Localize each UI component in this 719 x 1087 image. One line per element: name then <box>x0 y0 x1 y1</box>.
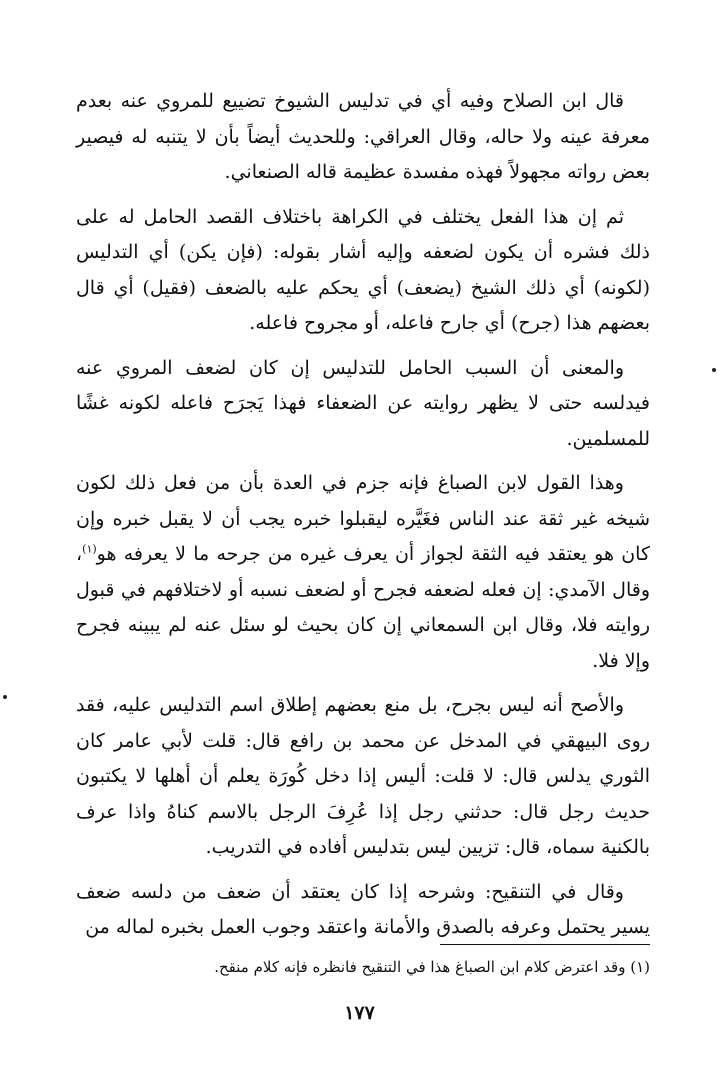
paragraph-text: وهذا القول لابن الصباغ فإنه جزم في العدة بأن من فعل ذلك لكون شيخه غير ثقة عند الناس فغَيَّره ليقبلوا خبره يجب أن لا يقبل خبره وإن كان هو يعتقد فيه الثقة لجواز أن يعرف غيره من جرحه ما لا يعرفه هو <box>76 472 650 565</box>
paragraph: وقال في التنقيح: وشرحه إذا كان يعتقد أن ضعف من دلسه ضعف يسير يحتمل وعرفه بالصدق والأمانة واعتقد وجوب العمل بخبره لماله من <box>76 880 650 938</box>
paragraph: قال ابن الصلاح وفيه أي في تدليس الشيوخ تضييع للمروي عنه بعدم معرفة عينه ولا حاله، وقال العراقي: وللحديث أيضاً بأن لا يتنبه له فيصير بعض رواته مجهولاً فهذه مفسدة عظيمة قاله الصنعاني. <box>76 90 650 183</box>
margin-mark <box>3 695 7 699</box>
paragraph-text: ، وقال الآمدي: إن فعله لضعفه فجرح أو لضعف نسبه أو لاختلافهم في قبول روايته فلا، وقال ابن السمعاني إن كان بحيث لو سئل عنه لم يبينه فجرح وإلا فلا. <box>76 543 650 672</box>
paragraph: والمعنى أن السبب الحامل للتدليس إن كان لضعف المروي عنه فيدلسه حتى لا يظهر روايته عن الضعفاء فهذا يَجرَح فاعله لكونه غشًا للمسلمين. <box>76 356 650 450</box>
footnote-divider <box>440 944 650 945</box>
page-number: ١٧٧ <box>344 1002 375 1024</box>
footnote-reference[interactable]: (١) <box>82 542 97 556</box>
footnote: (١) وقد اعترض كلام ابن الصباغ هذا في التنقيح فانظره فإنه كلام منقح. <box>214 958 650 976</box>
margin-mark <box>712 368 716 372</box>
paragraph: والأصح أنه ليس بجرح، بل منع بعضهم إطلاق اسم التدليس عليه، فقد روى البيهقي في المدخل عن محمد بن رافع قال: قلت لأبي عامر كان الثوري يدلس قال: لا قلت: أليس إذا دخل كُورَة يعلم أن أهلها لا يكتبون حديث رجل قال: حدثني رجل إذا عُرِفَ الرجل بالاسم كناهُ واذا عرف بالكنية سماه، قال: تزيين ليس بتدليس أفاده في التدريب. <box>76 694 650 858</box>
paragraph <box>76 466 650 679</box>
paragraph: ثم إن هذا الفعل يختلف في الكراهة باختلاف القصد الحامل له على ذلك فشره أن يكون لضعفه وإليه أشار بقوله: (فإن يكن) أي التدليس (لكونه) أي ذلك الشيخ (يضعف) أي يحكم عليه بالضعف (فقيل) أي قال بعضهم هذا (جرح) أي جارح فاعله، أو مجروح فاعله. <box>76 205 650 334</box>
main-text <box>76 84 650 946</box>
